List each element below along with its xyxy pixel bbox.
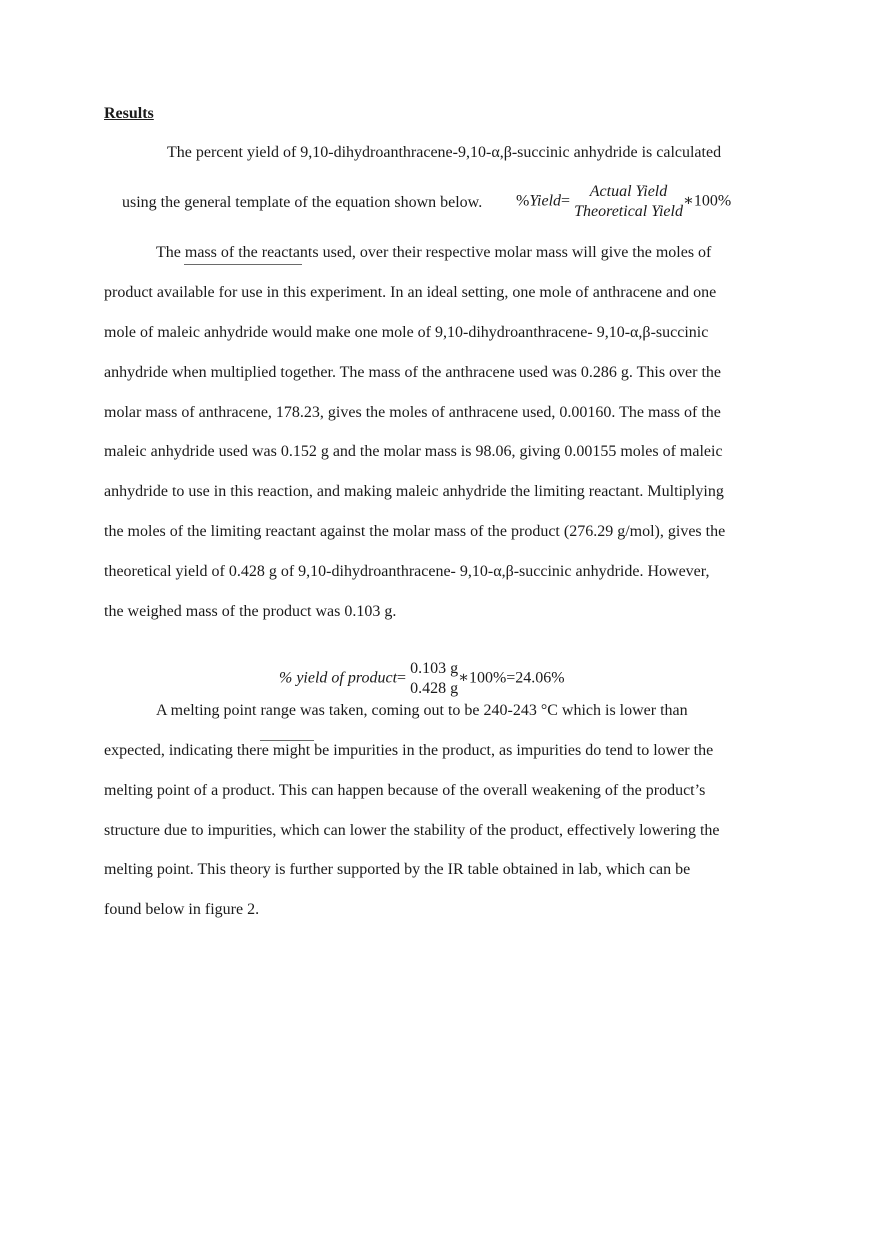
section-heading: Results [104, 105, 154, 122]
equation1-percent: % [516, 192, 530, 210]
paragraph2-line10: the weighed mass of the product was 0.103 g. [104, 603, 397, 620]
equation2-fraction [410, 659, 458, 699]
paragraph2-line9: theoretical yield of 0.428 g of 9,10-dihydroanthracene- 9,10-α,β-succinic anhydride. However, [104, 563, 710, 580]
paragraph2-line5: molar mass of anthracene, 178.23, gives the moles of anthracene used, 0.00160. The mass of the [104, 404, 721, 421]
paragraph2-line3: mole of maleic anhydride would make one mole of 9,10-dihydroanthracene- 9,10-α,β-succinic [104, 324, 709, 341]
equation2-numerator: 0.103 g [410, 660, 459, 677]
equation1-numerator: Actual Yield [589, 183, 668, 200]
equation1-equals: = [561, 192, 571, 210]
comment-marker [184, 264, 302, 265]
paragraph2-line8: the moles of the limiting reactant against the molar mass of the product (276.29 g/mol), gives the [104, 523, 726, 540]
paragraph3-line3: melting point of a product. This can happen because of the overall weakening of the product’s [104, 782, 706, 799]
paragraph3-line1: A melting point range was taken, coming out to be 240-243 °C which is lower than [156, 702, 688, 719]
paragraph2-line6: maleic anhydride used was 0.152 g and the molar mass is 98.06, giving 0.00155 moles of maleic [104, 443, 723, 460]
paragraph1-line1: The percent yield of 9,10-dihydroanthracene-9,10-α,β-succinic anhydride is calculated [167, 144, 722, 161]
percent-yield-equation [279, 659, 565, 699]
equation2-equals: = [397, 669, 407, 687]
paragraph2-line2: product available for use in this experiment. In an ideal setting, one mole of anthracene and one [104, 284, 717, 301]
equation1-denominator: Theoretical Yield [574, 203, 683, 220]
equation2-tail: ∗100%=24.06% [458, 669, 565, 687]
yield-equation [516, 182, 731, 222]
paragraph3-line5: melting point. This theory is further supported by the IR table obtained in lab, which can be [104, 861, 691, 878]
paragraph2-line7: anhydride to use in this reaction, and making maleic anhydride the limiting reactant. Multiplying [104, 483, 724, 500]
equation2-lhs: % yield of product [279, 669, 398, 687]
paragraph1-line2: using the general template of the equation shown below. [122, 194, 483, 211]
equation1-yield-var: Yield [529, 192, 562, 210]
equation1-tail: ∗100% [682, 192, 732, 210]
paragraph2-line4: anhydride when multiplied together. The mass of the anthracene used was 0.286 g. This over the [104, 364, 722, 381]
paragraph3-line2: expected, indicating there might be impurities in the product, as impurities do tend to lower the [104, 742, 714, 759]
paragraph3-line6: found below in figure 2. [104, 901, 260, 918]
paragraph3-line4: structure due to impurities, which can lower the stability of the product, effectively lowering the [104, 822, 720, 839]
equation2-denominator: 0.428 g [410, 680, 459, 697]
paragraph2-line1: The mass of the reactants used, over their respective molar mass will give the moles of [156, 244, 712, 261]
equation1-fraction [574, 182, 683, 222]
